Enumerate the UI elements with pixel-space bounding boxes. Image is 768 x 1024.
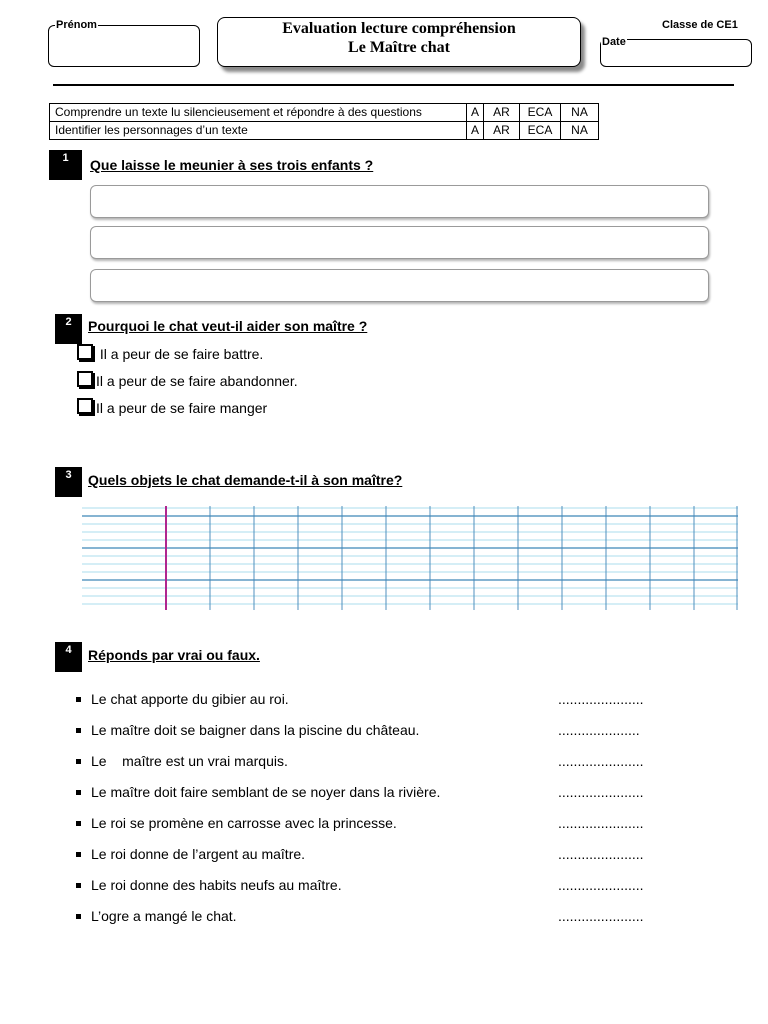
table-row	[50, 122, 599, 140]
checkbox[interactable]	[77, 398, 93, 414]
seyes-writing-lines[interactable]	[82, 506, 738, 610]
title-box	[217, 17, 581, 67]
option-label: Il a peur de se faire manger	[96, 400, 268, 416]
level-a[interactable]: A	[467, 104, 484, 122]
skill-label: Comprendre un texte lu silencieusement et répondre à des questions	[50, 104, 467, 122]
level-eca[interactable]: ECA	[520, 104, 561, 122]
answer-blank[interactable]: ......................	[558, 908, 644, 924]
level-eca[interactable]: ECA	[520, 122, 561, 140]
page-title: Evaluation lecture compréhension	[282, 20, 516, 37]
level-na[interactable]: NA	[561, 104, 599, 122]
level-ar[interactable]: AR	[484, 122, 520, 140]
statement-text: Le roi se promène en carrosse avec la princesse.	[91, 815, 397, 831]
page-subtitle: Le Maître chat	[348, 39, 450, 56]
prenom-field[interactable]	[48, 25, 200, 67]
answer-blank[interactable]: ......................	[558, 784, 644, 800]
statement-text: Le chat apporte du gibier au roi.	[91, 691, 289, 707]
option-row[interactable]	[77, 373, 298, 389]
answer-blank[interactable]: ......................	[558, 815, 644, 831]
answer-box-2[interactable]	[90, 226, 709, 259]
answer-blank[interactable]: ......................	[558, 877, 644, 893]
bullet-icon	[76, 790, 81, 795]
option-label: Il a peur de se faire battre.	[96, 346, 264, 362]
question-number: 4	[55, 642, 82, 672]
option-row[interactable]	[77, 400, 267, 416]
question-title: Que laisse le meunier à ses trois enfants ?	[90, 157, 374, 173]
bullet-icon	[76, 697, 81, 702]
level-ar[interactable]: AR	[484, 104, 520, 122]
answer-blank[interactable]: .....................	[558, 722, 640, 738]
question-title: Réponds par vrai ou faux.	[88, 647, 260, 663]
answer-blank[interactable]: ......................	[558, 753, 644, 769]
date-label: Date	[602, 36, 626, 48]
bullet-icon	[76, 883, 81, 888]
option-row[interactable]	[77, 346, 263, 362]
table-row	[50, 104, 599, 122]
statement-text: Le maître doit se baigner dans la piscine du château.	[91, 722, 420, 738]
bullet-icon	[76, 821, 81, 826]
prenom-label: Prénom	[56, 19, 97, 31]
classe-label: Classe de CE1	[662, 19, 738, 31]
bullet-icon	[76, 914, 81, 919]
question-title: Quels objets le chat demande-t-il à son maître?	[88, 472, 403, 488]
question-number: 1	[49, 150, 82, 180]
statement-text: Le maître est un vrai marquis.	[91, 753, 288, 769]
level-a[interactable]: A	[467, 122, 484, 140]
statement-text: Le roi donne de l’argent au maître.	[91, 846, 306, 862]
header-divider	[53, 84, 734, 86]
answer-box-3[interactable]	[90, 269, 709, 302]
skills-table	[49, 103, 599, 140]
question-number: 2	[55, 314, 82, 344]
level-na[interactable]: NA	[561, 122, 599, 140]
statement-text: Le maître doit faire semblant de se noyer dans la rivière.	[91, 784, 441, 800]
answer-blank[interactable]: ......................	[558, 846, 644, 862]
answer-box-1[interactable]	[90, 185, 709, 218]
bullet-icon	[76, 852, 81, 857]
statement-text: L’ogre a mangé le chat.	[91, 908, 237, 924]
option-label: Il a peur de se faire abandonner.	[96, 373, 298, 389]
bullet-icon	[76, 728, 81, 733]
question-title: Pourquoi le chat veut-il aider son maître ?	[88, 318, 368, 334]
bullet-icon	[76, 759, 81, 764]
answer-blank[interactable]: ......................	[558, 691, 644, 707]
checkbox[interactable]	[77, 344, 93, 360]
skill-label: Identifier les personnages d’un texte	[50, 122, 467, 140]
question-number: 3	[55, 467, 82, 497]
checkbox[interactable]	[77, 371, 93, 387]
statement-text: Le roi donne des habits neufs au maître.	[91, 877, 342, 893]
